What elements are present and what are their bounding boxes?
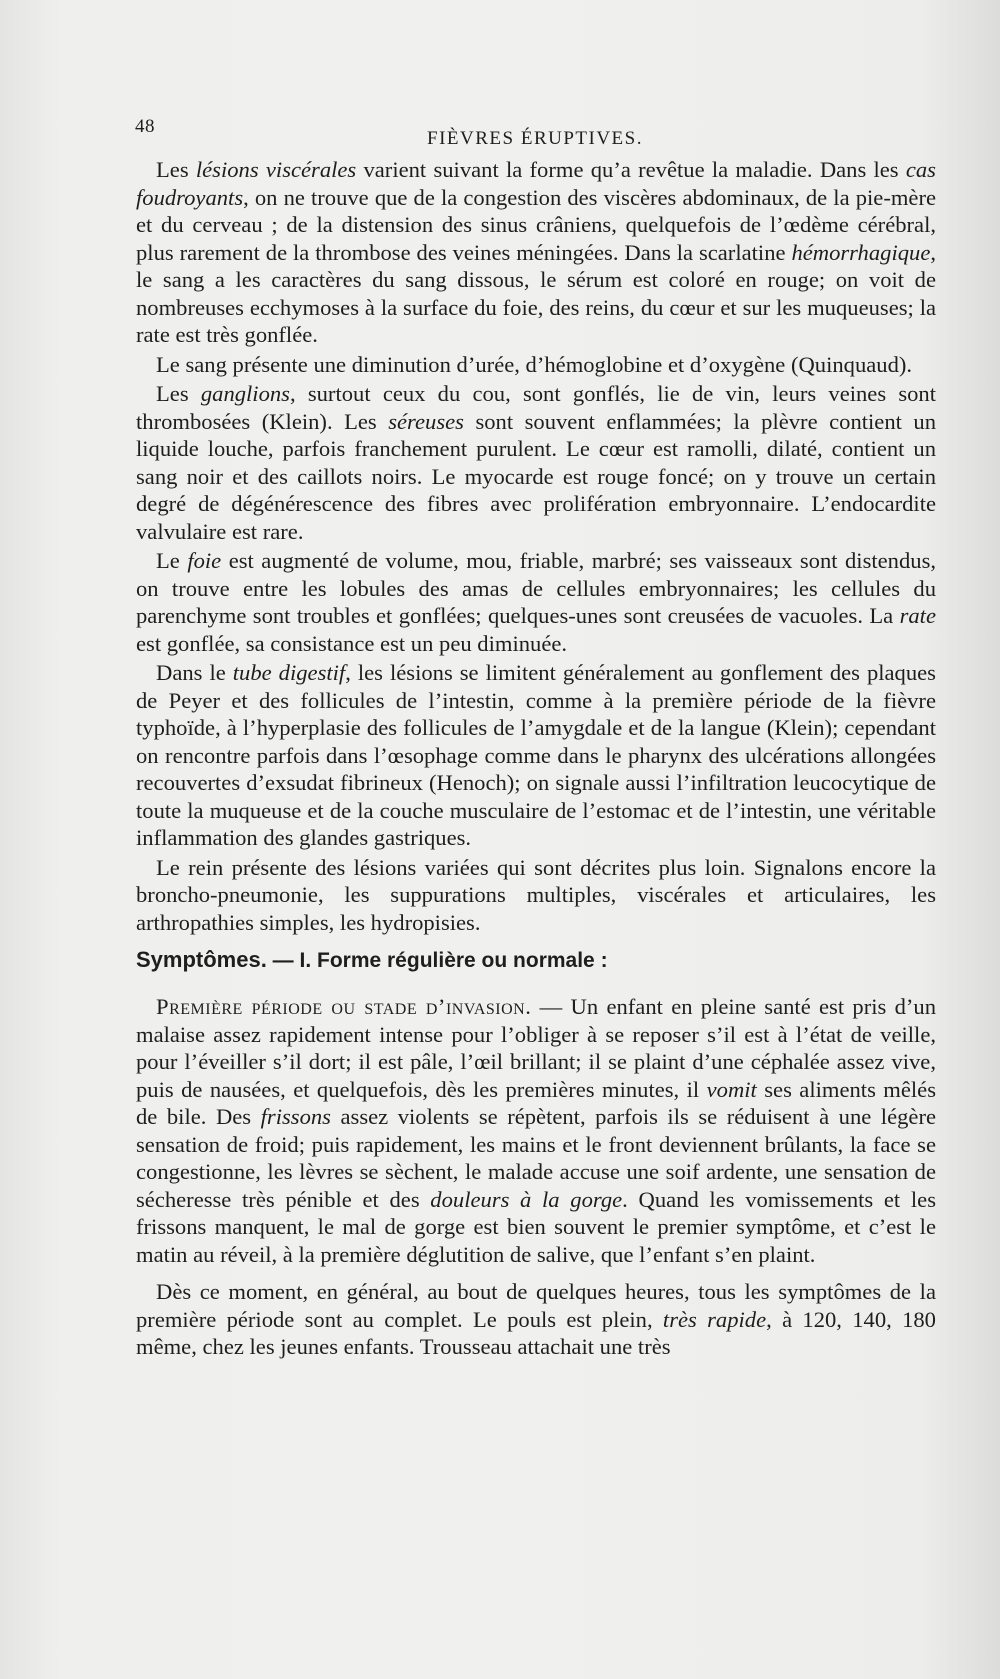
- text-run: Le rein présente des lésions variées qui sont décrites plus loin. Signalons encore la broncho-pneumonie, les suppurations multiples, viscérales et articulaires, les arthropathies simples, les hydropisies.: [136, 854, 936, 935]
- paragraph-digestive-tract: [136, 659, 936, 852]
- text-run: , le sang a les caractères du sang dissous, le sérum est coloré en rouge; on voit de nombreuses ecchymoses à la surface du foie, des reins, du cœur et sur les muqueuses; la rate est très gonflée.: [136, 239, 936, 347]
- text-run: Le sang présente une diminution d’urée, d’hémoglobine et d’oxygène (Quinquaud).: [156, 351, 913, 377]
- italic-run: rate: [899, 603, 936, 628]
- paragraph-first-period: [136, 993, 936, 1268]
- text-run: est gonflée, sa consistance est un peu diminuée.: [136, 630, 568, 656]
- text-run: , surtout ceux du cou, sont gonflés, lie de vin, leurs veines sont thrombosées (Klein). Les: [136, 381, 936, 434]
- section-subtitle: — I. Forme régulière ou normale :: [266, 949, 608, 972]
- italic-run: lésions viscérales: [195, 157, 357, 182]
- page-header: [135, 116, 935, 149]
- text-run: Le: [156, 548, 188, 573]
- italic-run: très rapide: [662, 1306, 767, 1332]
- italic-run: séreuses: [388, 408, 464, 434]
- text-run: — Un enfant en pleine santé est pris d’un malaise assez rapidement intense pour l’obliger à se reposer s’il est à l’état de veille, pour l’éveiller s’il dort; il est pâle, l’œil brillant; il se plaint d’une céphalée assez vive, puis de nausées, et quelquefois, dès les premières minutes, il: [136, 994, 936, 1102]
- italic-run: cas foudroyants: [136, 157, 936, 210]
- italic-run: douleurs à la gorge: [430, 1186, 623, 1212]
- paragraph-liver: [136, 547, 936, 657]
- text-run: Dès ce moment, en général, au bout de quelques heures, tous les symptômes de la première période sont au complet. Le pouls est plein,: [136, 1279, 936, 1332]
- text-run: . Quand les vomissements et les frissons manquent, le mal de gorge est bien souvent le premier symptôme, et c’est le matin au réveil, à la première déglutition de salive, que l’enfant s’en plaint.: [136, 1186, 936, 1267]
- text-run: ses aliments mêlés de bile. Des: [136, 1076, 936, 1129]
- text-run: sont souvent enflammées; la plèvre contient un liquide louche, parfois franchement purulent. Le cœur est ramolli, dilaté, contient un sang noir et des caillots noirs. Le myocarde est rouge foncé; on y trouve un certain degré de dégénérescence des fibres avec prolifération embryonnaire. L’endocardite valvulaire est rare.: [136, 408, 936, 544]
- text-run: Les: [156, 157, 196, 182]
- text-run: , on ne trouve que de la congestion des viscères abdominaux, de la pie-mère et du cerveau ; de la distension des sinus crâniens, quelquefois de l’œdème cérébral, plus rarement de la thrombose des veines méningées. Dans la scarlatine: [136, 184, 936, 265]
- section-title: Symptômes.: [136, 947, 267, 972]
- paragraph-blood: [136, 351, 936, 379]
- text-run: Dans le: [156, 660, 233, 685]
- text-run: assez violents se répètent, parfois ils se réduisent à une légère sensation de froid; puis rapidement, les mains et le front deviennent brûlants, la face se congestionne, les lèvres se sèchent, le malade accuse une soif ardente, une sensation de sécheresse très pénible et des: [136, 1104, 936, 1212]
- small-caps-run: Première période ou stade d’invasion.: [156, 994, 532, 1019]
- italic-run: hémorrhagique: [791, 239, 931, 265]
- paragraph-pulse: [136, 1278, 936, 1361]
- running-title: FIÈVRES ÉRUPTIVES.: [427, 128, 643, 149]
- paragraph-ganglions: [136, 380, 936, 545]
- section-heading: [136, 946, 936, 975]
- text-run: , à 120, 140, 180 même, chez les jeunes enfants. Trousseau attachait une très: [136, 1306, 936, 1359]
- text-run: est augmenté de volume, mou, friable, marbré; ses vaisseaux sont distendus, on trouve entre les lobules des amas de cellules embryonnaires; les cellules du parenchyme sont troubles et gonflées; quelques-unes sont creusées de vacuoles. La: [136, 548, 937, 628]
- text-run: varient suivant la forme qu’a revêtue la maladie. Dans les: [356, 157, 906, 182]
- italic-run: ganglions: [200, 381, 290, 406]
- text-run: Les: [156, 381, 201, 406]
- italic-run: vomit: [706, 1076, 757, 1102]
- paragraph-kidney: [136, 854, 936, 937]
- italic-run: foie: [187, 548, 222, 573]
- italic-run: tube digestif: [232, 660, 346, 685]
- page-body: [136, 156, 936, 1363]
- text-run: , les lésions se limitent généralement au gonflement des plaques de Peyer et des follicules de l’intestin, comme à la première période de la fièvre typhoïde, à l’hyperplasie des follicules de l’amygdale et de la langue (Klein); cependant on rencontre parfois dans l’œsophage comme dans le pharynx des ulcérations allongées recouvertes d’exsudat fibrineux (Henoch); on signale aussi l’infiltration leucocytique de toute la muqueuse et de la couche musculaire de l’estomac et de l’intestin, une véritable inflammation des glandes gastriques.: [136, 660, 936, 850]
- italic-run: frissons: [260, 1104, 331, 1129]
- page-number: 48: [135, 116, 155, 137]
- paragraph-visceral-lesions: [136, 156, 936, 349]
